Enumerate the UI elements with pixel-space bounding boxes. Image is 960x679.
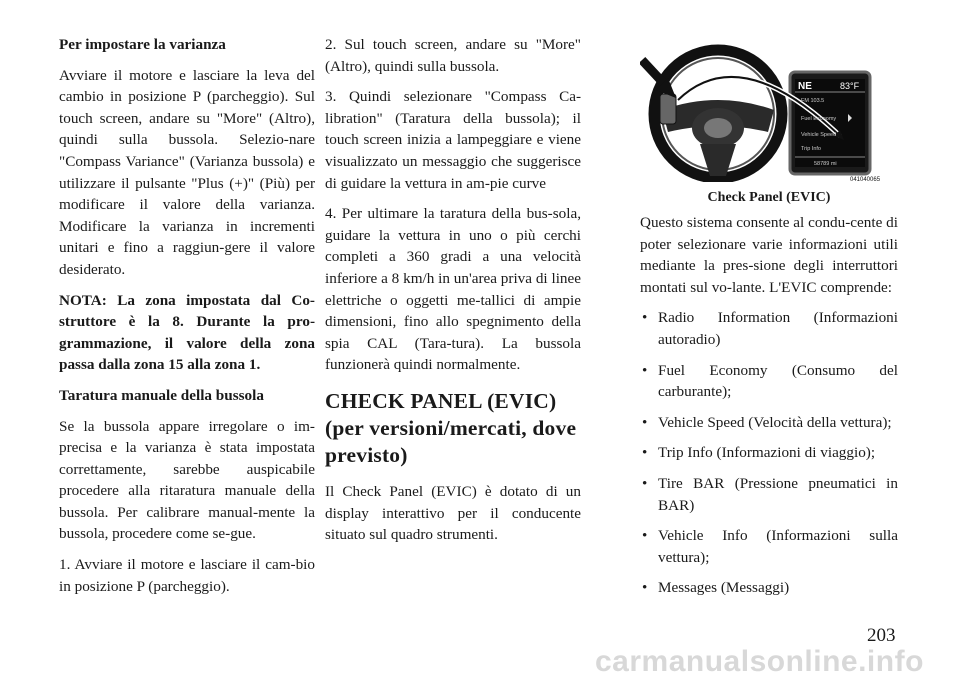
figure-caption: Check Panel (EVIC) (707, 190, 831, 205)
note-zone: NOTA: La zona impostata dal Co-struttore è la 8. Durante la pro-grammazione, il valore della zona passa dalla zona 15 alla zona 1. (59, 291, 315, 374)
list-item: • Messages (Messaggi) (640, 577, 898, 599)
odometer-readout: 58789 mi (814, 161, 837, 167)
compass-readout: NE (798, 81, 812, 92)
paragraph-check-panel-intro: Il Check Panel (EVIC) è dotato di un display interattivo per il conducente situato sul quadro strumenti. (325, 482, 581, 544)
paragraph-evic-description: Questo sistema consente al condu-cente di poter selezionare varie informazioni utili mediante la pres-sione degli interruttori montati sul vo-lante. L'EVIC comprende: (640, 214, 898, 296)
list-item: • Vehicle Info (Informazioni sulla vettura); (640, 525, 898, 568)
section-heading-check-panel: CHECK PANEL (EVIC) (per versioni/mercati, dove previsto) (325, 388, 577, 467)
list-item: • Vehicle Speed (Velocità della vettura); (640, 412, 898, 434)
column-right (640, 212, 898, 608)
list-item: • Fuel Economy (Consumo del carburante); (640, 360, 898, 403)
menu-item-fuel-economy: Fuel Economy (801, 116, 837, 122)
menu-item-trip-info: Trip Info (801, 146, 821, 152)
paragraph-manual-calibration: Se la bussola appare irregolare o im-precisa e la varianza è stata impostata correttamente, sarebbe auspicabile procedere alla ritaratura manuale della bussola. Per calibrare manual-mente la bussola, procedere come se-gue. (59, 417, 315, 543)
heading-manual-calibration: Taratura manuale della bussola (59, 386, 264, 404)
temperature-readout: 83°F (840, 81, 860, 91)
column-left (59, 34, 315, 606)
menu-item-radio: FM 103.5 (801, 98, 825, 104)
paragraph-variance: Avviare il motore e lasciare la leva del cambio in posizione P (parcheggio). Sul touch screen, andare su "More" (Altro), quindi sulla bussola. Selezio-nare "Compass Variance" (Varianza bussola) e utilizzare il pulsante "Plus (+)" (Più) per modificare il valore della varianza. Modificare la varianza in incrementi unitari e fino a raggiun-gere il valore desiderato. (59, 66, 315, 278)
menu-item-vehicle-speed: Vehicle Speed (801, 132, 837, 138)
step-2: 2. Sul touch screen, andare su "More" (Altro), quindi sulla bussola. (325, 36, 581, 75)
heading-variance: Per impostare la varianza (59, 36, 226, 53)
steering-wheel-illustration (640, 32, 898, 182)
step-3: 3. Quindi selezionare "Compass Ca-libration" (Taratura della bussola); il touch screen inizia a lampeggiare e viene visualizzato un messaggio che suggerisce di guidare la vettura in am-pie curve (325, 88, 581, 192)
list-item: • Trip Info (Informazioni di viaggio); (640, 442, 898, 464)
figure-code: 041040065 (850, 177, 881, 182)
list-item: • Radio Information (Informazioni autoradio) (640, 307, 898, 350)
column-middle (325, 34, 581, 555)
list-item: • Tire BAR (Pressione pneumatici in BAR) (640, 473, 898, 516)
watermark: carmanualsonline.info (595, 645, 924, 678)
step-1: 1. Avviare il motore e lasciare il cam-bio in posizione P (parcheggio). (59, 556, 315, 595)
evic-figure (640, 32, 898, 182)
step-4: 4. Per ultimare la taratura della bus-sola, guidare la vettura in uno o più cerchi completi a 360 gradi a una velocità inferiore a 8 km/h in un'area priva di linee elettriche o oggetti me-tallici di ampie dimensioni, fino allo spegnimento della spia CAL (Tara-tura). La bussola funzionerà quindi normalmente. (325, 205, 581, 374)
page-number: 203 (867, 625, 896, 646)
evic-feature-list (640, 307, 898, 599)
